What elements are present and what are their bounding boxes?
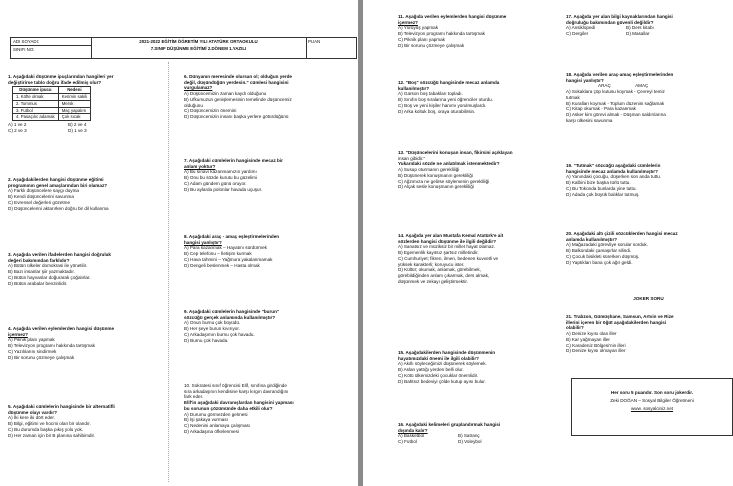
option-a[interactable]: A) Denize kıyısı olan iller xyxy=(566,331,617,337)
option-c[interactable]: C) Yazılılarını sindirmek xyxy=(8,348,57,354)
option-c[interactable]: C) Karadeniz Bölgesi'nin illeri xyxy=(566,342,626,348)
option-a[interactable]: A) Durumu görmezden gelmesi xyxy=(184,411,248,417)
option-c[interactable]: C) Hava tahmini – Yağmura yakalanmamak xyxy=(184,256,273,262)
option-c[interactable]: C) Düşüncemizin önemini xyxy=(184,108,237,114)
teacher-name: Zeki DOĞAN – Sosyal Bilgiler Öğretmeni xyxy=(610,398,694,403)
option-d-cont: görebildiğinden anlam çıkarmak, ders almak, xyxy=(398,272,490,278)
option-b[interactable]: B) Ufkumuzun genişlemesinin temelinde düşüncemiz xyxy=(184,96,292,102)
option-b[interactable]: B) Sınıfın boş sıralarına yeni öğrenciler oturdu. xyxy=(398,97,493,103)
option-c[interactable]: C) Boş ve yeni kişiler hanımı yorulmuşlardı. xyxy=(398,102,487,108)
question-3: 3. Aşağıda verilen ifadelerden hangisi doğruluk değeri bakımından farklıdır? A) Bütün ülkeler domokrasi ile yönetilir. B) Bazı insanlar şiir yazmaktadır. C) Bütün hayvanlar doğurarak çoğalırlar. D) Bütün arabalar benzinlidir. xyxy=(8,252,168,286)
question-16: 16. Aşağıdaki kelimeleri gruplandırmak hangisi dışında kalır? A) Basketbol B) Satranç C) Futbol D) Voleybol xyxy=(398,422,563,445)
question-20: 20. Aşağıdaki altı çizili sözcüklerden hangisi mecaz anlamda kullanılmıştır? A) Mağazadaki görevliye sorular sorduk. B) Balkondaki çamaşırlar silindi. C) Çocuk bisikleti sürerken düşmüş. D) Yaptıkları bana çok ağır geldi. xyxy=(566,231,731,265)
class-label: SINIFI NO: xyxy=(13,47,35,52)
score-label: PUAN xyxy=(308,39,321,44)
option-a[interactable]: A) Ansiklopedi xyxy=(566,25,596,31)
option-d[interactable]: D) Dengeli beslenmek – Hasta olmak xyxy=(184,262,260,268)
option-c[interactable]: C) Kitap okumak - Para kazanmak xyxy=(566,106,636,112)
question-17: 17. Aşağıda yer alan bilgi kaynaklarından hangisi doğruluğu bakımından güvenli değildir? A) Ansiklopedi B) Ders kitabı C) Dergiler D) Masallar xyxy=(566,14,731,37)
student-info xyxy=(11,38,92,58)
option-d[interactable]: D) Düşüncelerini aktarırken doğru bir dil kullanma xyxy=(8,205,109,211)
question-4: 4. Aşağıda verilen eylemlerden hangisi düşünme içermez? A) Piknik planı yapmak B) Televizyon programı hakkında tartışmak C) Yazılılarını sindirmek D) Bir sorunu çözmeye çalışmak xyxy=(8,326,168,360)
exam-title xyxy=(91,38,307,58)
scoring-note: Her soru 5 puandır. Son soru jokerdir. xyxy=(610,390,694,395)
exam-title-line2: 7.SINIF DÜŞÜNME EĞİTİMİ 2.DÖNEM 1.YAZILI xyxy=(150,46,247,51)
option-a[interactable]: A) Bu sınavı kazanmamızın yardımı xyxy=(184,169,257,175)
option-a[interactable]: A) Akıllı söyleceğimizi düşünerek söylemek. xyxy=(398,361,487,367)
option-c-cont: yüksek karakterli; koruyucu ister. xyxy=(398,261,465,267)
joker-heading: JOKER SORU xyxy=(633,296,664,301)
question-10: 10. Sokratesi sınıf öğrencisi Elif, sınıfına girdiğinde sıra arkadaşının kendisine karşı kırgın davrandığını fark eder. Elif'in aşağıdaki davranışlardan hangisini yapması bu sorunun çözümünde daha etkili olur? A) Durumu görmezden gelmesi B) İşi şakaya vurması C) Nedenini anlamaya çalışması D) Arkadaşına öfkelenmesi xyxy=(184,383,354,434)
question-1 xyxy=(8,74,168,133)
option-b[interactable]: B) Kendi düşüncelerini savunma xyxy=(8,194,74,200)
option-b[interactable]: B) Egemenlik kayıtsız şartsız milletindir. xyxy=(398,250,479,256)
name-label: ADI SOYADI: xyxy=(11,38,91,46)
option-c[interactable]: C) Piknik planı yapmak xyxy=(398,36,445,42)
option-d-cont: karşı ülkesini savunma xyxy=(566,117,613,123)
option-a[interactable]: A) Yanındaki çocuğu, düşerken son anda tuttu. xyxy=(566,174,662,180)
question-5: 5. Aşağıdaki cümlelerin hangisinde bir alternatifli düşünme olayı vardır? A) İki kere iki dört eder. B) Bilgi, eğitimi ve hocmi olan bir olandır. C) Bu durumda başka pıkış yolu yok. D) Her zaman için bir B planına sahibimdir. xyxy=(8,404,168,438)
option-a[interactable]: A) 1 ve 2 xyxy=(8,121,27,127)
question-21: 21. Trabzon, Gümüşhane, Samsun, Artvin ve Rize illerini içeren bir öğüt aşağıdakilerden hangisi olabilir? A) Denize kıyısı olan iller B) Kar yağmayan iller C) Karadeniz Bölgesi'nin illeri D) Denize kıyısı olmayan iller xyxy=(566,314,731,354)
option-d-cont: düşünmek ve zekayı geliştirmektir. xyxy=(398,278,468,284)
question-stem: 1. Aşağıdaki düşünme ipuçlarından hangileri yer değiştirirse tablo doğru ifade edilmiş olur? xyxy=(8,74,114,85)
question-14: 14. Aşağıda yer alan Mustafa Kemal Atatürk'e ait sözlerden hangisi düşünme ile ilgili değildir? A) Sanatsız ve müziksiz bir millet hayat olamaz. B) Egemenlik kayıtsız şartsız milletindir. C) Cumhuriyet; fikren, ilmen, bedenen kuvvetli ve yüksek karakterli; koruyucu ister. D) Kültür; okumak, anlamak, görebilmek, görebildiğinden anlam çıkarmak, ders almak, düşünmek ve zekayı geliştirmektir. xyxy=(398,233,563,284)
option-b[interactable]: B) Onu bu sözde kurutu bu güzelimi xyxy=(184,175,258,181)
option-a[interactable]: A) Para kazanmak – Hayatını sürdürmek xyxy=(184,245,267,251)
option-b[interactable]: B) Bilgi, eğitimi ve hocmi olan bir olandır. xyxy=(8,421,91,427)
option-d[interactable]: D) Alçak sesle konuşmanın gerekliliği xyxy=(398,184,474,190)
question-2: 2. Aşağıdakilerden hangisi düşünme eğitimi programının genel amaçlarından biri olamaz? A) Farklı düşüncelere saygı duyma B) Kendi düşüncelerini savunma C) Evrensel değerleri gözetme D) Düşüncelerini aktarırken doğru bir dil kullanma xyxy=(8,177,168,211)
option-d[interactable]: D) Düşüncemizin insanı başka yerlere götürdüğünü xyxy=(184,113,289,119)
question-15: 15. Aşağıdakilerden hangisinde düşünmenin hayatımızdaki önemi ile ilgili olabilir? A) Akıllı söyleceğimizi düşünerek söylemek. B) Aslan yattığı yerden belli olur. C) Kötü ülkemizdeki çocuklar önemlidir. D) Bahtsız bedeviyi çölde kutup ayısı bulur. xyxy=(398,350,563,384)
option-a-cont: tutmak xyxy=(566,94,580,100)
option-a[interactable]: A) Mağazadaki görevliye sorular sorduk. xyxy=(566,242,648,248)
option-a[interactable]: A) İki kere iki dört eder. xyxy=(8,415,55,421)
option-d[interactable]: D) Adada çok büyük balıklar tutmuş. xyxy=(566,191,640,197)
option-c[interactable]: C) Bu Tokonda bunlarda yine tuttu. xyxy=(566,185,637,191)
table-row: 3. Futbol Maç yapalım xyxy=(13,107,91,114)
option-b[interactable]: B) Her şeye burun kıvırıyor. xyxy=(184,326,240,332)
option-c[interactable]: C) Cumhuriyet; fikren, ilmen, bedenen kuvvetli ve xyxy=(398,255,499,261)
option-c[interactable]: C) Çocuk bisikleti sürerken düşmüş. xyxy=(566,253,640,259)
option-d[interactable]: D) Arka koltuk boş, oraya oturabilirsin. xyxy=(398,108,476,114)
option-c[interactable]: C) Adam gündem günü oruyor. xyxy=(184,180,247,186)
option-c[interactable]: C) Kötü ülkemizdeki çocuklar önemlidir. xyxy=(398,372,479,378)
info-box xyxy=(571,378,733,436)
column-divider xyxy=(168,62,169,482)
option-c[interactable]: C) 2 ve 3 xyxy=(8,127,27,133)
option-b[interactable]: B) Televizyon programı hakkında tartışmak xyxy=(398,31,485,37)
question-9: 9. Aşağıdaki cümlelerin hangisinde "burun" sözcüğü gerçek anlamında kullanılmıştır? A) Onun burnu çok büyüdü. B) Her şeye burun kıvırıyor. C) Arkadaşımın burnu çok havadu. D) Burnu çok havada. xyxy=(184,309,354,343)
option-d[interactable]: D) Bahtsız bedeviyi çölde kutup ayısı bulur. xyxy=(398,378,486,384)
option-b[interactable]: B) Aslan yattığı yerden belli olur. xyxy=(398,367,464,373)
option-c[interactable]: C) Bu durumda başka pıkış yolu yok. xyxy=(8,426,84,432)
option-d[interactable]: D) Asker kim görevi almak - Düşman saldırılarına xyxy=(566,111,666,117)
question-8: 8. Aşağıdaki araç - amaç eşleştirmelerinden hangisi yanlıştır? A) Para kazanmak – Hayatını sürdürmek B) Cep telefonu – İletişim kurmak C) Hava tahmini – Yağmura yakalanmamak D) Dengeli beslenmek – Hasta olmak xyxy=(184,234,354,268)
option-d[interactable]: D) Bu aylarda polonlar havada uçuşur. xyxy=(184,186,263,192)
option-d[interactable]: D) Her zaman için bir B planına sahibimdir. xyxy=(8,432,96,438)
option-a[interactable]: A) Farklı düşüncelere saygı duyma xyxy=(8,188,79,194)
option-d[interactable]: D) 1 ve 3 xyxy=(68,127,87,133)
option-b[interactable]: B) Satranç xyxy=(458,433,480,439)
option-d[interactable]: D) Arkadaşına öfkelenmesi xyxy=(184,428,239,434)
question-7: 7. Aşağıdaki cümlelerin hangisinde mecaz bir anlam yoktur? A) Bu sınavı kazanmamızın yardımı B) Onu bu sözde kurutu bu güzelimi C) Adam gündem günü oruyor. D) Bu aylarda polonlar havada uçuşur. xyxy=(184,158,354,192)
option-d[interactable]: D) Yaptıkları bana çok ağır geldi. xyxy=(566,259,633,265)
option-d[interactable]: D) Denize kıyısı olmayan iller xyxy=(566,348,626,354)
option-d[interactable]: D) Voleybol xyxy=(458,439,482,445)
option-b[interactable]: B) İşi şakaya vurması xyxy=(184,417,228,423)
option-d[interactable]: D) Bütün arabalar benzinlidir. xyxy=(8,280,68,286)
option-a[interactable]: A) Piknik planı yapmak xyxy=(8,337,55,343)
option-a[interactable]: A) Garson boş tabakları topladı. xyxy=(398,91,463,97)
option-c[interactable]: C) Evrensel değerleri gözetme xyxy=(8,199,71,205)
exam-title-line1: 2021-2022 EĞİTİM ÖĞRETİM YILI ATATÜRK ORTAOKULU xyxy=(139,39,258,44)
option-a[interactable]: A) Bütün ülkeler domokrasi ile yönetilir. xyxy=(8,263,88,269)
option-c[interactable]: C) Ağzımıza ne gelirse söylemenin gerekliliği xyxy=(398,178,490,184)
option-b[interactable]: B) Düşünerek konuşmanın gerekliliği xyxy=(398,172,473,178)
question-19: 19. "Tutmak" sözcüğü aşağıdaki cümlelerin hangisinde mecaz anlamda kullanılmıştır? A) Yanındaki çocuğu, düşerken son anda tuttu. B) Kalbini bize başka türlü tuttu. C) Bu Tokonda bunlarda yine tuttu. D) Adada çok büyük balıklar tutmuş. xyxy=(566,163,731,197)
table-row: 2. Tommus Mersk xyxy=(13,100,91,107)
option-b[interactable]: B) Televizyon programı hakkında tartışmak xyxy=(8,343,95,349)
option-b[interactable]: B) Kar yağmayan iller xyxy=(566,336,610,342)
option-c[interactable]: C) Bütün hayvanlar doğurarak çoğalırlar. xyxy=(8,274,91,280)
option-a[interactable]: A) Sokaklara çöp kutusu koymak - Çevreyi temiz xyxy=(566,89,665,95)
column-headers: ARAÇ AMAÇ xyxy=(598,83,649,89)
option-c[interactable]: C) Nedenini anlamaya çalışması xyxy=(184,422,251,428)
option-c[interactable]: C) Dergiler xyxy=(566,31,589,37)
left-page xyxy=(0,0,358,486)
option-b[interactable]: B) Cep telefonu – İletişim kurmak xyxy=(184,251,252,257)
website-link[interactable]: www. sosyalciniz.net xyxy=(630,406,674,411)
option-a[interactable]: A) Düşüncemizin zaman kaydı olduğunu xyxy=(184,91,267,97)
question-18: 18. Aşağıda verilen araç-amaç eşleştirmelerinden hangisi yanlıştır? ARAÇ AMAÇ A) Sokaklara çöp kutusu koymak - Çevreyi temiz tutmak B) Kuralları koymak - Toplum düzenini sağlamak C) Kitap okumak - Para kazanmak D) Asker kim görevi almak - Düşman saldırılarına karşı ülkesini savunma xyxy=(566,72,731,123)
question-12: 12. "Boş" sözcüğü hangisinde mecaz anlamda kullanılmıştır? A) Garson boş tabakları topladı. B) Sınıfın boş sıralarına yeni öğrenciler oturdu. C) Boş ve yeni kişiler hanımı yorulmuşlardı. D) Arka koltuk boş, oraya oturabilirsin. xyxy=(398,80,563,114)
exam-header xyxy=(10,37,357,59)
option-a[interactable]: A) Sanatsız ve müziksiz bir millet hayat olamaz. xyxy=(398,244,496,250)
option-c[interactable]: C) Arkadaşımın burnu çok havadu. xyxy=(184,331,255,337)
option-a[interactable]: A) Basketbol xyxy=(398,433,425,439)
table-row: 1. Köfte olmak Kerimin sakili xyxy=(13,94,91,101)
matching-table: Düşünme ipucu Nedeni 1. Köfte olmak Kerimin sakili 2. Tommus Mersk 3. Futbol Maç yapalım 4. Pasaçılıc adamak Çok sıcak xyxy=(12,86,91,121)
question-13: 13. "Düşüncelerini konuşan insan, fikirsini açıklayan insan gibidir." Yukarıdaki sözde ne anlatılmak istenmektedir? A) Susup oturmanın gerekliliği B) Düşünerek konuşmanın gerekliliği C) Ağzımıza ne gelirse söylemenin gerekliliği D) Alçak sesle konuşmanın gerekliliği xyxy=(398,150,563,190)
option-b[interactable]: B) Ders kitabı xyxy=(626,25,654,31)
option-b[interactable]: B) Kalbini bize başka türlü tuttu. xyxy=(566,180,631,186)
option-b[interactable]: B) 2 ve 4 xyxy=(68,121,87,127)
option-d[interactable]: D) Bir sorunu çözmeye çalışmak xyxy=(8,354,75,360)
option-a[interactable]: A) Yürüyüş yapmak xyxy=(398,25,439,31)
option-b[interactable]: B) Balkondaki çamaşırlar silindi. xyxy=(566,248,632,254)
table-row: 4. Pasaçılıc adamak Çok sıcak xyxy=(13,114,91,121)
option-b[interactable]: B) Kuralları koymak - Toplum düzenini sağlamak xyxy=(566,100,665,106)
option-b[interactable]: B) Bazı insanlar şiir yazmaktadır. xyxy=(8,269,75,275)
option-a[interactable]: A) Onun burnu çok büyüdü. xyxy=(184,320,241,326)
option-d[interactable]: D) Burnu çok havada. xyxy=(184,337,229,343)
question-6: 6. Dünyanın meresinde olursan ol; olduğun yerde değil, düşündüğün yerdesin." cümlesi hangisini vurgulamaz? A) Düşüncemizin zaman kaydı olduğunu B) Ufkumuzun genişlemesinin temelinde düşüncemiz olduğunu C) Düşüncemizin önemini D) Düşüncemizin insanı başka yerlere götürdüğünü xyxy=(184,74,354,120)
option-c[interactable]: C) Futbol xyxy=(398,439,417,445)
score-box xyxy=(306,38,356,58)
question-11: 11. Aşağıda verilen eylemlerden hangisi düşünme içermez? A) Yürüyüş yapmak B) Televizyon programı hakkında tartışmak C) Piknik planı yapmak D) Bir sorunu çözmeye çalışmak xyxy=(398,14,563,48)
option-d[interactable]: D) Masallar xyxy=(626,31,650,37)
option-a[interactable]: A) Susup oturmanın gerekliliği xyxy=(398,167,460,173)
option-d[interactable]: D) Kültür; okumak, anlamak, görebilmek, xyxy=(398,267,481,273)
option-b-cont: olduğunu xyxy=(184,102,203,108)
option-d[interactable]: D) Bir sorunu çözmeye çalışmak xyxy=(398,42,465,48)
